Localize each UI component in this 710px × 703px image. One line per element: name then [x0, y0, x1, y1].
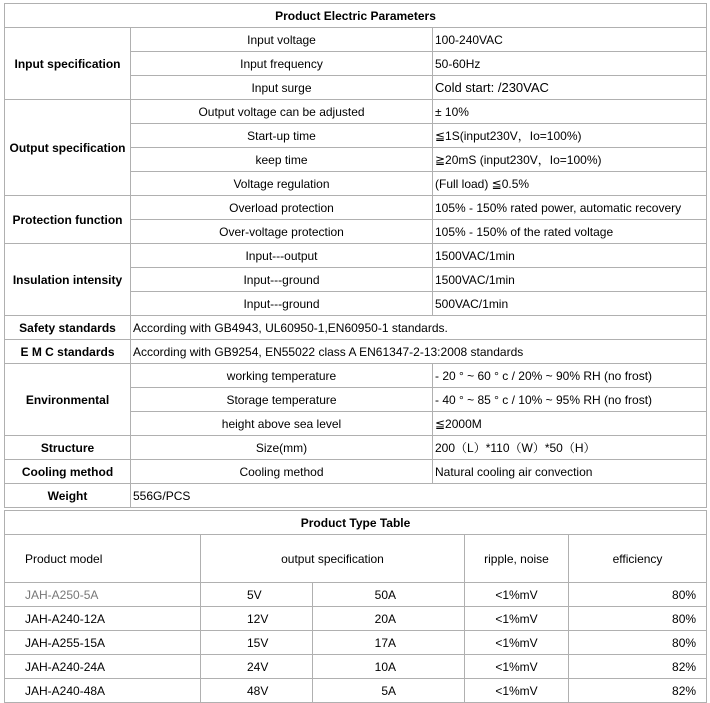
param-value: 1500VAC/1min: [433, 268, 707, 292]
param-value: Natural cooling air convection: [433, 460, 707, 484]
current-cell: 17A: [313, 631, 465, 655]
param-value: 200（L）*110（W）*50（H）: [433, 436, 707, 460]
param-name: Start-up time: [131, 124, 433, 148]
table-row: [5, 679, 707, 703]
param-value: (Full load) ≦0.5%: [433, 172, 707, 196]
param-name: height above sea level: [131, 412, 433, 436]
protection-label: Protection function: [5, 196, 131, 244]
efficiency-cell: 80%: [569, 583, 707, 607]
model-cell: JAH-A240-12A: [5, 607, 201, 631]
table-row: [5, 607, 707, 631]
voltage-cell: 48V: [201, 679, 313, 703]
param-name: keep time: [131, 148, 433, 172]
param-name: Input---output: [131, 244, 433, 268]
output-spec-label: Output specification: [5, 100, 131, 196]
environmental-label: Environmental: [5, 364, 131, 436]
header-output: output specification: [201, 535, 465, 583]
weight-value: 556G/PCS: [131, 484, 707, 508]
table-row: [5, 655, 707, 679]
model-cell: JAH-A255-15A: [5, 631, 201, 655]
param-value: - 40 ° ~ 85 ° c / 10% ~ 95% RH (no frost): [433, 388, 707, 412]
param-name: working temperature: [131, 364, 433, 388]
current-cell: 20A: [313, 607, 465, 631]
param-name: Input surge: [131, 76, 433, 100]
cooling-label: Cooling method: [5, 460, 131, 484]
model-cell: JAH-A250-5A: [5, 583, 201, 607]
param-name: Storage temperature: [131, 388, 433, 412]
input-spec-label: Input specification: [5, 28, 131, 100]
ripple-cell: <1%mV: [465, 583, 569, 607]
param-value: 100-240VAC: [433, 28, 707, 52]
param-value: 50-60Hz: [433, 52, 707, 76]
header-model: Product model: [5, 535, 201, 583]
ripple-cell: <1%mV: [465, 631, 569, 655]
ripple-cell: <1%mV: [465, 607, 569, 631]
voltage-cell: 5V: [201, 583, 313, 607]
param-value: ≧20mS (input230V，Io=100%): [433, 148, 707, 172]
electric-parameters-table: [4, 3, 707, 508]
param-name: Input---ground: [131, 268, 433, 292]
emc-value: According with GB9254, EN55022 class A EN61347-2-13:2008 standards: [131, 340, 707, 364]
param-name: Over-voltage protection: [131, 220, 433, 244]
param-value: 1500VAC/1min: [433, 244, 707, 268]
product-type-table: [4, 510, 707, 703]
param-value: ≦2000M: [433, 412, 707, 436]
param-name: Size(mm): [131, 436, 433, 460]
param-name: Overload protection: [131, 196, 433, 220]
structure-label: Structure: [5, 436, 131, 460]
voltage-cell: 24V: [201, 655, 313, 679]
param-name: Input---ground: [131, 292, 433, 316]
efficiency-cell: 82%: [569, 679, 707, 703]
ripple-cell: <1%mV: [465, 679, 569, 703]
efficiency-cell: 82%: [569, 655, 707, 679]
voltage-cell: 15V: [201, 631, 313, 655]
header-efficiency: efficiency: [569, 535, 707, 583]
type-table-title: Product Type Table: [5, 511, 707, 535]
param-name: Voltage regulation: [131, 172, 433, 196]
param-name: Output voltage can be adjusted: [131, 100, 433, 124]
efficiency-cell: 80%: [569, 631, 707, 655]
header-ripple: ripple, noise: [465, 535, 569, 583]
current-cell: 50A: [313, 583, 465, 607]
param-name: Input voltage: [131, 28, 433, 52]
table-row: [5, 583, 707, 607]
param-value: 500VAC/1min: [433, 292, 707, 316]
param-value: 105% - 150% rated power, automatic recovery: [433, 196, 707, 220]
param-name: Cooling method: [131, 460, 433, 484]
param-value: - 20 ° ~ 60 ° c / 20% ~ 90% RH (no frost): [433, 364, 707, 388]
safety-value: According with GB4943, UL60950-1,EN60950-1 standards.: [131, 316, 707, 340]
insulation-label: Insulation intensity: [5, 244, 131, 316]
ripple-cell: <1%mV: [465, 655, 569, 679]
efficiency-cell: 80%: [569, 607, 707, 631]
safety-label: Safety standards: [5, 316, 131, 340]
param-value: Cold start: /230VAC: [433, 76, 707, 100]
emc-label: E M C standards: [5, 340, 131, 364]
param-value: 105% - 150% of the rated voltage: [433, 220, 707, 244]
param-value: ≦1S(input230V，Io=100%): [433, 124, 707, 148]
current-cell: 5A: [313, 679, 465, 703]
current-cell: 10A: [313, 655, 465, 679]
voltage-cell: 12V: [201, 607, 313, 631]
table-row: [5, 631, 707, 655]
param-name: Input frequency: [131, 52, 433, 76]
weight-label: Weight: [5, 484, 131, 508]
model-cell: JAH-A240-48A: [5, 679, 201, 703]
electric-title: Product Electric Parameters: [5, 4, 707, 28]
param-value: ± 10%: [433, 100, 707, 124]
model-cell: JAH-A240-24A: [5, 655, 201, 679]
